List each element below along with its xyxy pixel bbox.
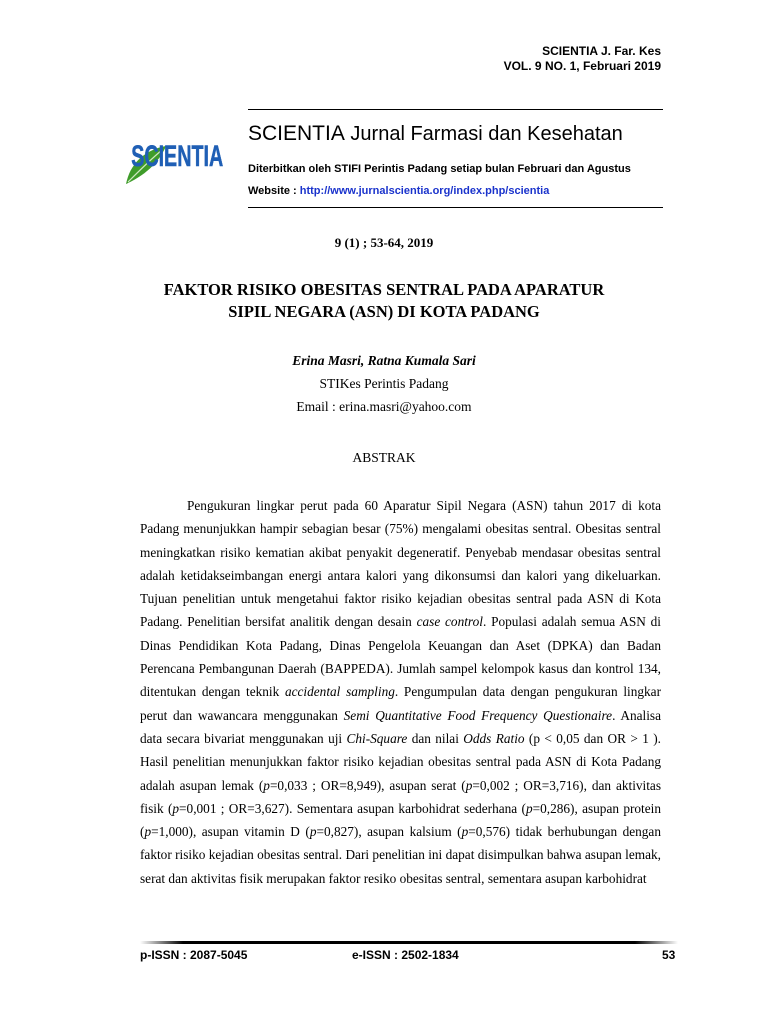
header-rule-bottom	[248, 207, 663, 208]
website-link[interactable]: http://www.jurnalscientia.org/index.php/scientia	[299, 185, 550, 197]
abstract-text: Pengukuran lingkar perut pada 60 Aparatur Sipil Negara (ASN) tahun 2017 di kota Padang menunjukkan hampir sebagian besar (75%) mengalami obesitas sentral. Obesitas sentral meningkatkan risiko kematian akibat penyakit degeneratif. Penyebab mendasar obesitas sentral adalah ketidakseimbangan energi antara kalori yang dikonsumsi dan kalori yang dikeluarkan. Tujuan penelitian untuk mengetahui faktor risiko kejadian obesitas sentral pada ASN di Kota Padang. Penelitian bersifat analitik dengan desain	[140, 498, 661, 630]
abstract-text: =0,002 ; OR=3,716), dan aktivitas fisik (	[140, 777, 662, 816]
abstract-text: . Pengumpulan data dengan pengukuran lingkar perut dan wawancara menggunakan	[140, 684, 661, 723]
journal-logo	[122, 126, 232, 188]
logo-text: SCIENTIA	[131, 138, 224, 173]
article-title-line2: SIPIL NEGARA (ASN) DI KOTA PADANG	[228, 302, 540, 321]
footer-pissn: p-ISSN : 2087-5045	[140, 948, 248, 962]
abstract-term: case control	[416, 614, 483, 630]
journal-title-main: SCIENTIA	[248, 122, 345, 145]
journal-title-rest: Jurnal Farmasi dan Kesehatan	[350, 123, 623, 145]
abstract-text: =0,576) tidak berhubungan dengan faktor risiko kejadian obesitas sentral. Dari penelitian ini dapat disimpulkan bahwa asupan lemak, serat dan aktivitas fisik merupakan faktor resiko obesitas sentral, sementara asupan karbohidrat	[140, 824, 661, 886]
citation: 9 (1) ; 53-64, 2019	[334, 235, 434, 250]
abstract-text: =1,000), asupan vitamin D (	[151, 824, 310, 840]
page-number: 53	[662, 948, 676, 962]
p-symbol: p	[172, 800, 180, 816]
footer-rule	[140, 941, 678, 944]
article-title-line1: FAKTOR RISIKO OBESITAS SENTRAL PADA APARATUR	[163, 280, 605, 299]
abstract-body	[140, 494, 661, 890]
abstract-term: Semi Quantitative Food Frequency Questionaire	[343, 707, 613, 723]
author-email: Email : erina.masri@yahoo.com	[296, 399, 472, 414]
abstract-text: =0,033 ; OR=8,949), asupan serat (	[269, 777, 466, 793]
running-header	[504, 44, 661, 74]
website-label: Website :	[248, 185, 300, 197]
abstract-text: =0,286), asupan protein (	[140, 800, 661, 840]
abstract-heading: ABSTRAK	[352, 450, 416, 465]
running-issue: VOL. 9 NO. 1, Februari 2019	[503, 59, 661, 73]
p-symbol: p	[465, 777, 473, 793]
abstract-term: accidental sampling	[284, 684, 395, 700]
journal-title	[248, 122, 623, 146]
header-rule-top	[248, 109, 663, 110]
article-title	[0, 279, 768, 323]
abstract-term: Odds Ratio	[463, 730, 525, 746]
abstract-term: Chi-Square	[346, 730, 408, 746]
abstract-text: . Populasi adalah semua ASN di Dinas Pendidikan Kota Padang, Dinas Pengelola Keuangan dan Aset (DPKA) dan Badan Perencana Pembangunan Daerah (BAPPEDA). Jumlah sampel kelompok kasus dan kontrol 134, ditentukan dengan teknik	[140, 614, 661, 700]
abstract-text: =0,827), asupan kalsium (	[316, 824, 462, 840]
publisher-line: Diterbitkan oleh STIFI Perintis Padang setiap bulan Februari dan Agustus	[248, 163, 631, 175]
website-line	[248, 185, 549, 197]
p-symbol: p	[525, 800, 533, 816]
authors: Erina Masri, Ratna Kumala Sari	[292, 353, 476, 368]
abstract-text: (p < 0,05 dan OR > 1 ). Hasil penelitian menunjukkan faktor risiko kejadian obesitas sentral pada ASN di Kota Padang adalah asupan lemak (	[140, 730, 661, 793]
p-symbol: p	[461, 824, 469, 840]
abstract-text: dan nilai	[407, 730, 464, 746]
p-symbol: p	[144, 824, 152, 840]
p-symbol: p	[309, 824, 317, 840]
abstract-text: =0,001 ; OR=3,627). Sementara asupan karbohidrat sederhana (	[179, 800, 526, 816]
p-symbol: p	[263, 777, 270, 793]
abstract-text: . Analisa data secara bivariat menggunakan uji	[140, 707, 661, 746]
affiliation: STIKes Perintis Padang	[319, 376, 449, 391]
footer-eissn: e-ISSN : 2502-1834	[352, 948, 459, 962]
running-journal-name: SCIENTIA J. Far. Kes	[542, 44, 661, 58]
